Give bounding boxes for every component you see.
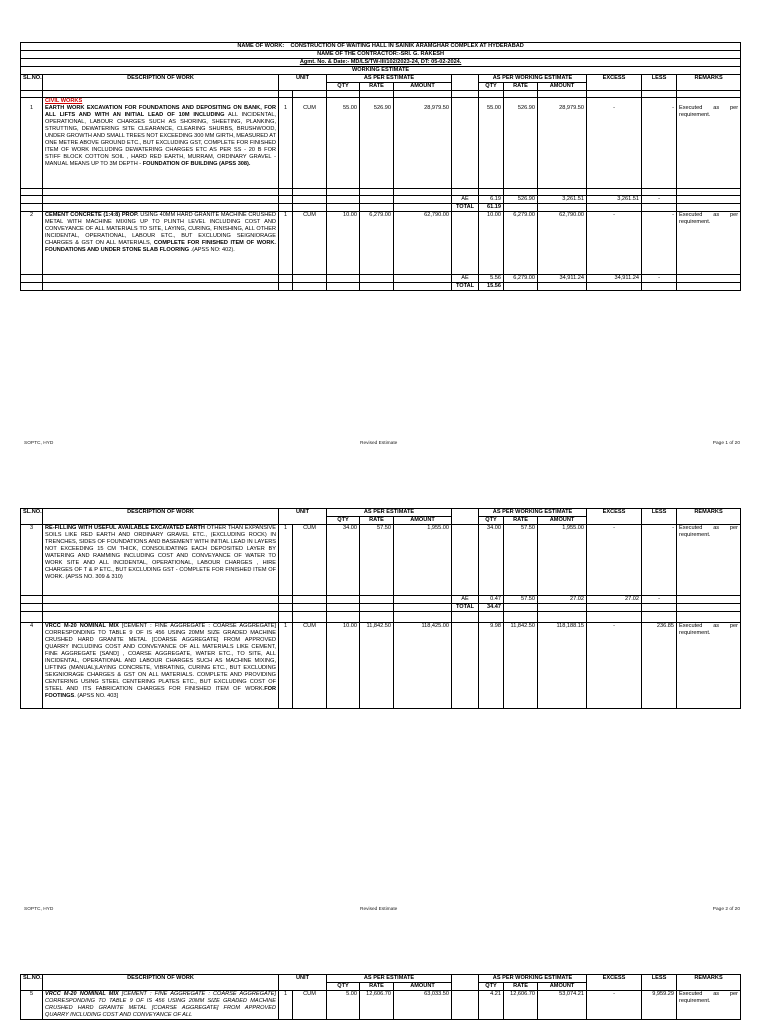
estimate-table-page-2: SL.NO. DESCRIPTION OF WORK UNIT AS PER ESTIMATE AS PER WORKING ESTIMATE EXCESS LESS REMARKS QTY RATE AMOUNT QTY RATE AMOUNT 3 RE-FILLING WITH USEFUL AVAILABLE EXCAVATED EARTH OTHER THAN EXPANSIVE SOILS LIKE RED EARTH AND ORDINARY GRAVEL ETC., (EXCLUDING ROCK) IN TRENCHES, SIDES OF FOUNDATIONS AND BASEMENT WITH INITIAL LEAD IN LAYERS NOT EXCEEDING 15 CM THICK, CONSOLIDATING EACH DEPOSITED LAYER BY WATERING AND RAMMING INCLUDING COST AND CONVEYANCE OF WATER TO WORK SITE AND ALL INCIDENTAL, OPERATIONAL, LABOUR CHARGES , HIRE CHARGES OF T & P ETC., BUT EXCLUDING GST - COMPLETE FOR FINISHED ITEM OF WORK. (APSS NO. 309 & 310) 1 CUM 34.00 57.50 1,955.00 34.00 57.50 1,955.00 - - Executed as per requirement. AE 0.47 57.50 27.02 27.02 - TOTAL 34.47 4 VRCC M-20 NOMINAL MIX [CEMENT : FINE AGGREGATE : COARSE AGGREGATE] CORRESPONDING TO TABLE 9 OF IS 456 USING 20MM SIZE GRADED MACHINE CRUSHED HARD GRANITE METAL [COARSE AGGREGATE] FROM APPROVED QUARRY INCLUDING COST AND CONVEYANCE OF ALL MATERIALS LIKE CEMENT, FINE AGGREGATE [SAND] , COARSE AGGREGATE, WATER ETC., TO SITE, ALL INCIDENTAL, OPERATIONAL AND LABOUR CHARGES SUCH AS MACHINE MIXING, LIFTING (MANUAL)LAYING CONCRETE, VIBRATING, CURING ETC., BUT EXCLUDING SEIGNIORAGE CHARGES & GST ON ALL MATERIALS. COMPLETE AND PROVIDING CENTERING USING STEEL CENTERING PLATES ETC., BUT EXCLUDING COST OF STEEL AND ITS FABRICATION CHARGES FOR FINISHED ITEM OF WORK.FOR FOOTINGS. (APSS NO. 403] 1 CUM 10.00 11,842.50 118,425.00 9.98 11,842.50 118,188.15 - 236.85 Executed as per requirement. [20, 508, 741, 709]
table-row: 3 RE-FILLING WITH USEFUL AVAILABLE EXCAVATED EARTH OTHER THAN EXPANSIVE SOILS LIKE RED EARTH AND ORDINARY GRAVEL ETC., (EXCLUDING ROCK) IN TRENCHES, SIDES OF FOUNDATIONS AND BASEMENT WITH INITIAL LEAD IN LAYERS NOT EXCEEDING 15 CM THICK, CONSOLIDATING EACH DEPOSITED LAYER BY WATERING AND RAMMING INCLUDING COST AND CONVEYANCE OF WATER TO WORK SITE AND ALL INCIDENTAL, OPERATIONAL, LABOUR CHARGES , HIRE CHARGES OF T & P ETC., BUT EXCLUDING GST - COMPLETE FOR FINISHED ITEM OF WORK. (APSS NO. 309 & 310) 1 CUM 34.00 57.50 1,955.00 34.00 57.50 1,955.00 - - Executed as per requirement. [21, 525, 741, 596]
footer-org: SOPTC, HYD [24, 441, 54, 446]
table-row: TOTAL 34.47 [21, 604, 741, 612]
page-2 [20, 508, 740, 709]
estimate-title: WORKING ESTIMATE [21, 67, 741, 75]
estimate-table-page-3: SL.NO. DESCRIPTION OF WORK UNIT AS PER ESTIMATE AS PER WORKING ESTIMATE EXCESS LESS REMARKS QTY RATE AMOUNT QTY RATE AMOUNT 5 VRCC M-20 NOMINAL MIX [CEMENT : FINE AGGREGATE : COARSE AGGREGATE] CORRESPONDING TO TABLE 9 OF IS 456 USING 20MM SIZE GRADED MACHINE CRUSHED HARD GRANITE METAL [COARSE AGGREGATE] FROM APPROVED QUARRY INCLUDING COST AND CONVEYANCE OF ALL 1 CUM 5.00 12,606.70 63,033.50 4.21 12,606.70 53,074.21 - 9,959.29 Executed as per requirement. [20, 974, 741, 1020]
table-row: AE 5.56 6,279.00 34,911.24 34,911.24 - [21, 275, 741, 283]
col-remarks: REMARKS [677, 975, 741, 991]
col-w-amount: AMOUNT [538, 83, 587, 91]
page-3 [20, 974, 740, 1020]
col-remarks: REMARKS [677, 75, 741, 91]
col-slno: SL.NO. [21, 509, 43, 525]
col-as-per-working: AS PER WORKING ESTIMATE [479, 509, 587, 517]
name-of-work: NAME OF WORK: CONSTRUCTION OF WAITING HALL IN SAINIK ARAMGHAR COMPLEX AT HYDERABAD [21, 43, 741, 51]
col-slno: SL.NO. [21, 975, 43, 991]
footer-page: Page 1 of 20 [712, 441, 740, 446]
col-excess: EXCESS [587, 975, 642, 991]
col-unit: UNIT [279, 975, 327, 991]
col-rate: RATE [360, 83, 394, 91]
section-label: CIVIL WORKS [45, 98, 83, 104]
col-as-per-estimate: AS PER ESTIMATE [327, 975, 452, 983]
table-row: 4 VRCC M-20 NOMINAL MIX [CEMENT : FINE AGGREGATE : COARSE AGGREGATE] CORRESPONDING TO TABLE 9 OF IS 456 USING 20MM SIZE GRADED MACHINE CRUSHED HARD GRANITE METAL [COARSE AGGREGATE] FROM APPROVED QUARRY INCLUDING COST AND CONVEYANCE OF ALL MATERIALS LIKE CEMENT, FINE AGGREGATE [SAND] , COARSE AGGREGATE, WATER ETC., TO SITE, ALL INCIDENTAL, OPERATIONAL AND LABOUR CHARGES SUCH AS MACHINE MIXING, LIFTING (MANUAL)LAYING CONCRETE, VIBRATING, CURING ETC., BUT EXCLUDING SEIGNIORAGE CHARGES & GST ON ALL MATERIALS. COMPLETE AND PROVIDING CENTERING USING STEEL CENTERING PLATES ETC., BUT EXCLUDING COST OF STEEL AND ITS FABRICATION CHARGES FOR FINISHED ITEM OF WORK.FOR FOOTINGS. (APSS NO. 403] 1 CUM 10.00 11,842.50 118,425.00 9.98 11,842.50 118,188.15 - 236.85 Executed as per requirement. [21, 623, 741, 709]
col-unit: UNIT [279, 509, 327, 525]
col-as-per-estimate: AS PER ESTIMATE [327, 509, 452, 517]
table-row: 5 VRCC M-20 NOMINAL MIX [CEMENT : FINE AGGREGATE : COARSE AGGREGATE] CORRESPONDING TO TABLE 9 OF IS 456 USING 20MM SIZE GRADED MACHINE CRUSHED HARD GRANITE METAL [COARSE AGGREGATE] FROM APPROVED QUARRY INCLUDING COST AND CONVEYANCE OF ALL 1 CUM 5.00 12,606.70 63,033.50 4.21 12,606.70 53,074.21 - 9,959.29 Executed as per requirement. [21, 991, 741, 1020]
table-row: TOTAL 61.19 [21, 204, 741, 212]
table-row: 2 CEMENT CONCRETE (1:4:8) PROP. USING 40MM HARD GRANITE MACHINE CRUSHED METAL WITH MACHINE MIXING UP TO PLINTH LEVEL INCLUDING COST AND CONVEYANCE OF ALL MATERIALS TO SITE, LAYING, CURING, FINISHING, ALL OTHER INCIDENTAL, OPERATIONAL, LABOUR ETC., BUT EXCLUDING SEIGNIORAGE CHARGES & GST ON ALL MATERIALS, COMPLETE FOR FINISHED ITEM OF WORK. FOUNDATIONS AND UNDER STONE SLAB FLOORING .(APSS NO: 402). 1 CUM 10.00 6,279.00 62,790.00 10.00 6,279.00 62,790.00 - - Executed as per requirement. [21, 212, 741, 275]
col-less: LESS [642, 75, 677, 91]
col-as-per-working: AS PER WORKING ESTIMATE [479, 975, 587, 983]
col-desc: DESCRIPTION OF WORK [43, 975, 279, 991]
col-desc: DESCRIPTION OF WORK [43, 509, 279, 525]
footer-doc: Revised Estimate [360, 907, 398, 912]
table-row: AE 6.19 526.90 3,261.51 3,261.51 - [21, 196, 741, 204]
footer-org: SOPTC, HYD [24, 907, 54, 912]
col-excess: EXCESS [587, 509, 642, 525]
col-desc: DESCRIPTION OF WORK [43, 75, 279, 91]
footer-doc: Revised Estimate [360, 441, 398, 446]
col-w-qty: QTY [479, 83, 504, 91]
col-w-rate: RATE [504, 83, 538, 91]
col-qty: QTY [327, 83, 360, 91]
page-1 [20, 42, 740, 291]
estimate-table-page-1 [20, 42, 741, 291]
col-less: LESS [642, 509, 677, 525]
col-as-per-estimate: AS PER ESTIMATE [327, 75, 452, 83]
col-remarks: REMARKS [677, 509, 741, 525]
col-less: LESS [642, 975, 677, 991]
col-slno: SL.NO. [21, 75, 43, 91]
col-excess: EXCESS [587, 75, 642, 91]
table-row: 1 CIVIL WORKS EARTH WORK EXCAVATION FOR FOUNDATIONS AND DEPOSITING ON BANK, FOR ALL LIFTS AND WITH AN INITIAL LEAD OF 10M INCLUDING ALL INCIDENTAL, OPERATIONAL, LABOUR CHARGES SUCH AS SHORING, SHEETING, PLANKING, STRUTTING, DEWATERING SITE CLEARANCE, CLEARING SHURBS, BRUSHWOOD, UNDER GROWTH AND SMALL TREES NOT EXCEEDING 300 MM GIRTH, MEASURED AT ONE METRE ABOVE GROUND ETC., BUT EXCLUDING GST, COMPLETE FOR FINISHED ITEM OF WORK INCLUDING DEWATERING CHARGES ETC AS PER SS - 20 B FOR STIFF BLOCK COTTON SOIL , HARD RED EARTH, MURRAM, ORDINARY GRAVEL - MANUAL MEANS UP TO 3M DEPTH - FOUNDATION OF BUILDING (APSS 308). 1 CUM 55.00 526.90 28,979.50 55.00 526.90 28,979.50 - - Executed as per requirement. [21, 98, 741, 189]
agreement-number: Agmt. No. & Date:- MD/LS/TW-III/102/2023-24, DT: 05-02-2024. [21, 59, 741, 67]
col-unit: UNIT [279, 75, 327, 91]
contractor-name: NAME OF THE CONTRACTOR:-SRI. G. RAKESH [21, 51, 741, 59]
col-as-per-working: AS PER WORKING ESTIMATE [479, 75, 587, 83]
footer-page: Page 2 of 20 [712, 907, 740, 912]
table-row: TOTAL 15.56 [21, 283, 741, 291]
table-row: AE 0.47 57.50 27.02 27.02 - [21, 596, 741, 604]
col-amount: AMOUNT [394, 83, 452, 91]
